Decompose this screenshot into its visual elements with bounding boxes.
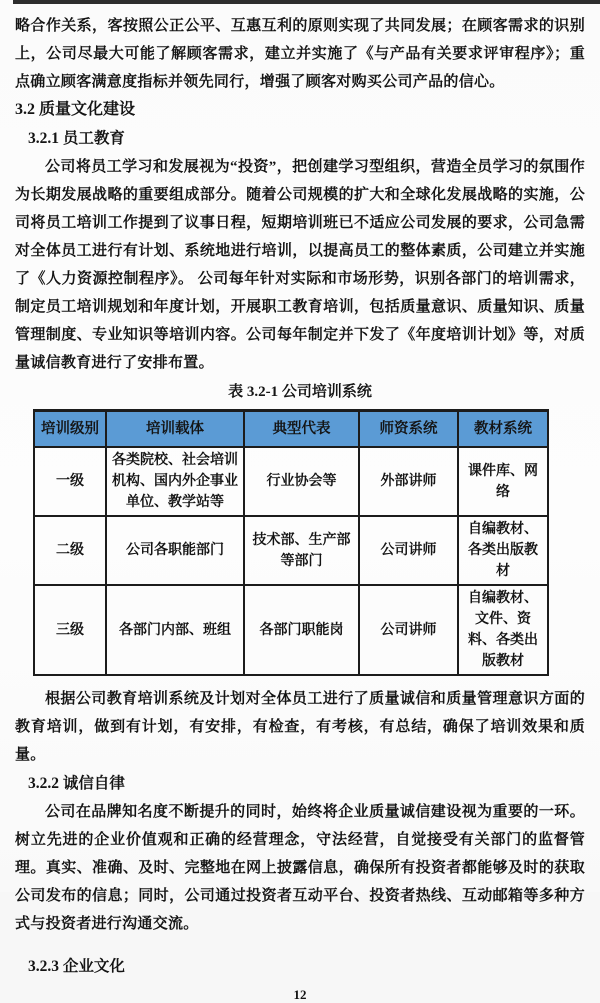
table-cell: 公司讲师 [359, 585, 458, 675]
heading-3-2-3-corporate-culture: 3.2.3 企业文化 [28, 958, 125, 975]
paragraph-training-result: 根据公司教育培训系统及计划对全体员工进行了质量诚信和质量管理意识方面的教育培训，做到有计划，有安排，有检查，有考核，有总结，确保了培训效果和质量。 [15, 691, 585, 763]
table-header-training-carrier: 培训载体 [106, 411, 244, 448]
table-cell: 各部门职能岗 [244, 585, 359, 675]
table-cell: 三级 [34, 585, 106, 675]
table-cell: 公司讲师 [359, 516, 458, 585]
table-cell: 自编教材、文件、资料、各类出版教材 [458, 585, 548, 675]
table-header-row [34, 411, 548, 448]
table-row-level-2 [34, 516, 548, 585]
table-cell: 一级 [34, 447, 106, 516]
table-cell: 各类院校、社会培训机构、国内外企事业单位、教学站等 [106, 447, 244, 516]
heading-3-2-quality-culture: 3.2 质量文化建设 [15, 101, 136, 118]
scan-artifact-line [13, 0, 600, 4]
heading-3-2-1-employee-education: 3.2.1 员工教育 [28, 130, 125, 147]
paragraph-customer-relations: 略合作关系，客按照公正公平、互惠互利的原则实现了共同发展；在顾客需求的识别上，公司尽最大可能了解顾客需求，建立并实施了《与产品有关要求评审程序》；重点确立顾客满意度指标并领先同行，增强了顾客对购买公司产品的信心。 [15, 18, 585, 90]
heading-3-2-2-integrity-self-discipline: 3.2.2 诚信自律 [28, 775, 125, 792]
table-cell: 各部门内部、班组 [106, 585, 244, 675]
table-cell: 外部讲师 [359, 447, 458, 516]
table-header-typical-representative: 典型代表 [244, 411, 359, 448]
table-cell: 二级 [34, 516, 106, 585]
table-header-teacher-system: 师资系统 [359, 411, 458, 448]
table-cell: 自编教材、各类出版教材 [458, 516, 548, 585]
training-system-table [33, 409, 549, 676]
table-cell: 公司各职能部门 [106, 516, 244, 585]
table-cell: 技术部、生产部等部门 [244, 516, 359, 585]
paragraph-integrity: 公司在品牌知名度不断提升的同时，始终将企业质量诚信建设视为重要的一环。树立先进的企业价值观和正确的经营理念，守法经营，自觉接受有关部门的监督管理。真实、准确、及时、完整地在网上披露信息，确保所有投资者都能够及时的获取公司发布的信息；同时，公司通过投资者互动平台、投资者热线、互动邮箱等多种方式与投资者进行沟通交流。 [15, 804, 585, 932]
table-header-training-level: 培训级别 [34, 411, 106, 448]
table-header-material-system: 教材系统 [458, 411, 548, 448]
table-cell: 行业协会等 [244, 447, 359, 516]
paragraph-employee-training: 公司将员工学习和发展视为“投资”，把创建学习型组织，营造全员学习的氛围作为长期发展战略的重要组成部分。随着公司规模的扩大和全球化发展战略的实施，公司将员工培训工作提到了议事日程，短期培训班已不适应公司发展的要求，公司急需对全体员工进行有计划、系统地进行培训，以提高员工的整体素质，公司建立并实施了《人力资源控制程序》。 公司每年针对实际和市场形势，识别各部门的培训需求，制定员工培训规划和年度计划，开展职工教育培训，包括质量意识、质量知识、质量管理制度、专业知识等培训内容。公司每年制定并下发了《年度培训计划》等，对质量诚信教育进行了安排布置。 [15, 159, 585, 371]
table-row-level-3 [34, 585, 548, 675]
table-row-level-1 [34, 447, 548, 516]
table-cell: 课件库、网络 [458, 447, 548, 516]
page-number: 12 [293, 987, 307, 1002]
table-caption: 表 3.2-1 公司培训系统 [228, 384, 372, 400]
